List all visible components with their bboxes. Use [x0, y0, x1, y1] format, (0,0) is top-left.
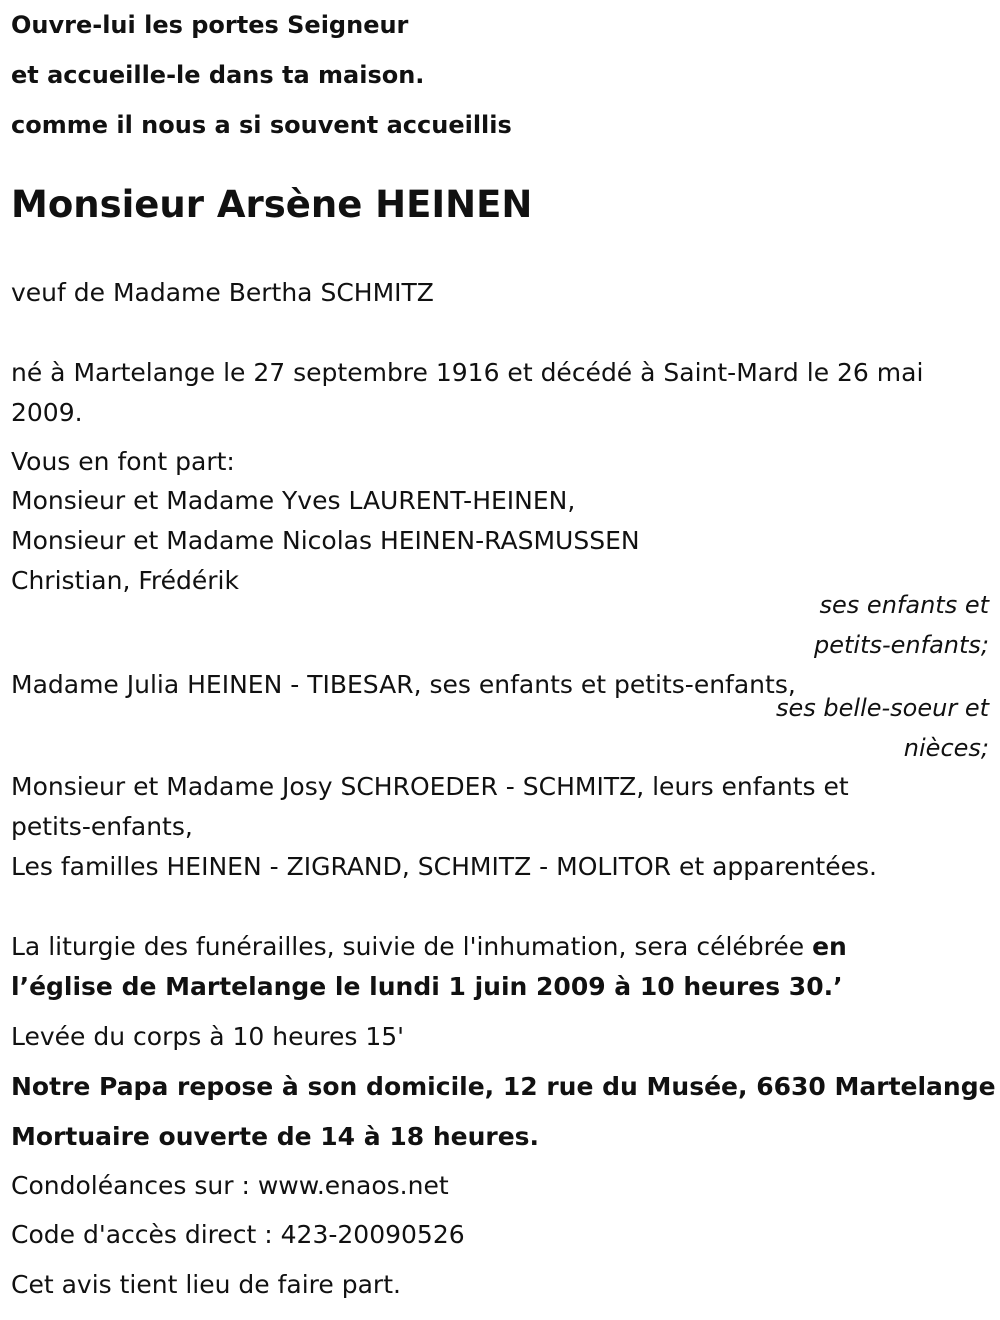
access-code-line: Code d'accès direct : 423-20090526 [11, 1220, 465, 1249]
birth-death-line-1: né à Martelange le 27 septembre 1916 et décédé à Saint-Mard le 26 mai [11, 358, 924, 387]
mortuary-line: Mortuaire ouverte de 14 à 18 heures. [11, 1122, 540, 1151]
announcement-intro: Vous en font part: [11, 447, 235, 476]
family-line-3: Christian, Frédérik [11, 566, 239, 595]
verse-line-2: et accueille-le dans ta maison. [11, 61, 425, 89]
family-line-5a: Monsieur et Madame Josy SCHROEDER - SCHMITZ, leurs enfants et [11, 772, 849, 801]
ceremony-details: l’église de Martelange le lundi 1 juin 2009 à 10 heures 30.’ [11, 972, 843, 1001]
spouse-line: veuf de Madame Bertha SCHMITZ [11, 278, 434, 307]
verse-line-1: Ouvre-lui les portes Seigneur [11, 11, 409, 39]
family-line-1: Monsieur et Madame Yves LAURENT-HEINEN, [11, 486, 576, 515]
birth-death-line-2: 2009. [11, 398, 83, 427]
relation-1-line-1: ses enfants et [819, 591, 989, 619]
deceased-name: Monsieur Arsène HEINEN [11, 183, 533, 226]
ceremony-intro [11, 927, 847, 967]
relation-2-line-1: ses belle-soeur et [776, 694, 989, 722]
family-line-6: Les familles HEINEN - ZIGRAND, SCHMITZ - MOLITOR et apparentées. [11, 852, 877, 881]
verse-line-3: comme il nous a si souvent accueillis [11, 111, 512, 139]
condolences-line: Condoléances sur : www.enaos.net [11, 1171, 449, 1200]
relation-1-line-2: petits-enfants; [814, 631, 989, 659]
repose-line: Notre Papa repose à son domicile, 12 rue du Musée, 6630 Martelange [11, 1072, 996, 1101]
notice-line: Cet avis tient lieu de faire part. [11, 1270, 401, 1299]
ceremony-intro-bold: en [812, 932, 847, 961]
family-line-2: Monsieur et Madame Nicolas HEINEN-RASMUSSEN [11, 526, 640, 555]
relation-2-line-2: nièces; [903, 734, 989, 762]
ceremony-intro-text: La liturgie des funérailles, suivie de l'inhumation, sera célébrée [11, 932, 813, 961]
family-line-4: Madame Julia HEINEN - TIBESAR, ses enfants et petits-enfants, [11, 670, 796, 699]
family-line-5b: petits-enfants, [11, 812, 193, 841]
levee-line: Levée du corps à 10 heures 15' [11, 1022, 405, 1051]
